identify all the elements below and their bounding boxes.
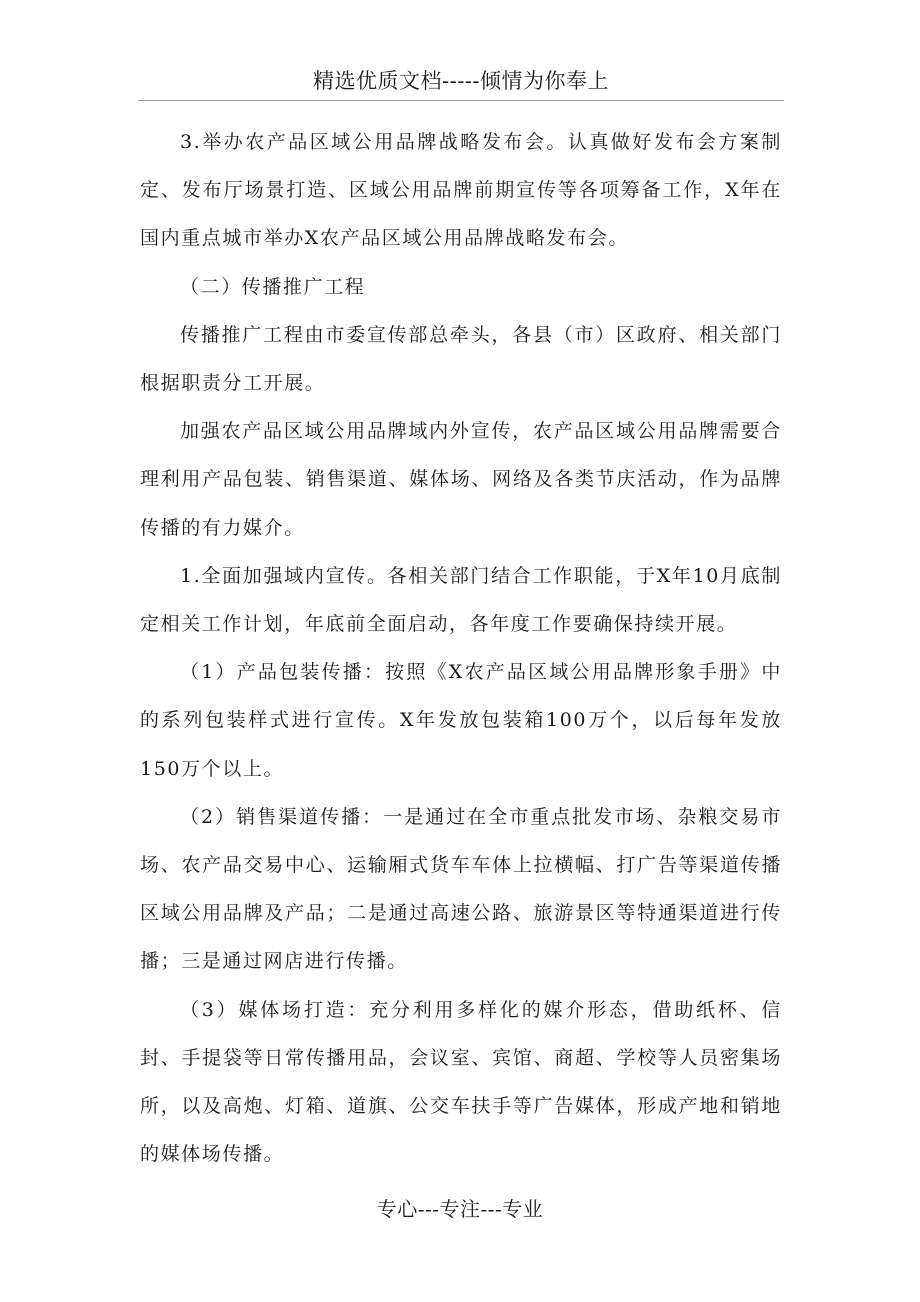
paragraph-sales-channels: （2）销售渠道传播：一是通过在全市重点批发市场、杂粮交易市场、农产品交易中心、运输厢式货车车体上拉横幅、打广告等渠道传播区域公用品牌及产品；二是通过高速公路、旅游景区等特通渠道进行传播；三是通过网店进行传播。 xyxy=(140,805,782,973)
page-header: 精选优质文档-----倾情为你奉上 xyxy=(138,66,784,101)
paragraph-promotion-lead: 传播推广工程由市委宣传部总牵头，各县（市）区政府、相关部门根据职责分工开展。 xyxy=(140,323,782,395)
paragraph-domestic-publicity: 1.全面加强域内宣传。各相关部门结合工作职能，于X年10月底制定相关工作计划，年底前全面启动，各年度工作要确保持续开展。 xyxy=(140,564,782,636)
paragraph-publicity: 加强农产品区域公用品牌域内外宣传，农产品区域公用品牌需要合理利用产品包装、销售渠道、媒体场、网络及各类节庆活动，作为品牌传播的有力媒介。 xyxy=(140,420,782,539)
paragraph-launch-event: 3.举办农产品区域公用品牌战略发布会。认真做好发布会方案制定、发布厅场景打造、区域公用品牌前期宣传等各项筹备工作，X年在国内重点城市举办X农产品区域公用品牌战略发布会。 xyxy=(140,131,782,250)
page-footer: 专心---专注---专业 xyxy=(376,1197,544,1221)
section-heading-promotion: （二）传播推广工程 xyxy=(180,275,366,298)
paragraph-media-field: （3）媒体场打造：充分利用多样化的媒介形态，借助纸杯、信封、手提袋等日常传播用品，会议室、宾馆、商超、学校等人员密集场所，以及高炮、灯箱、道旗、公交车扶手等广告媒体，形成产地和销地的媒体场传播。 xyxy=(140,998,782,1166)
paragraph-packaging: （1）产品包装传播：按照《X农产品区域公用品牌形象手册》中的系列包装样式进行宣传。X年发放包装箱100万个，以后每年发放150万个以上。 xyxy=(140,661,782,780)
document-body xyxy=(140,118,782,1178)
